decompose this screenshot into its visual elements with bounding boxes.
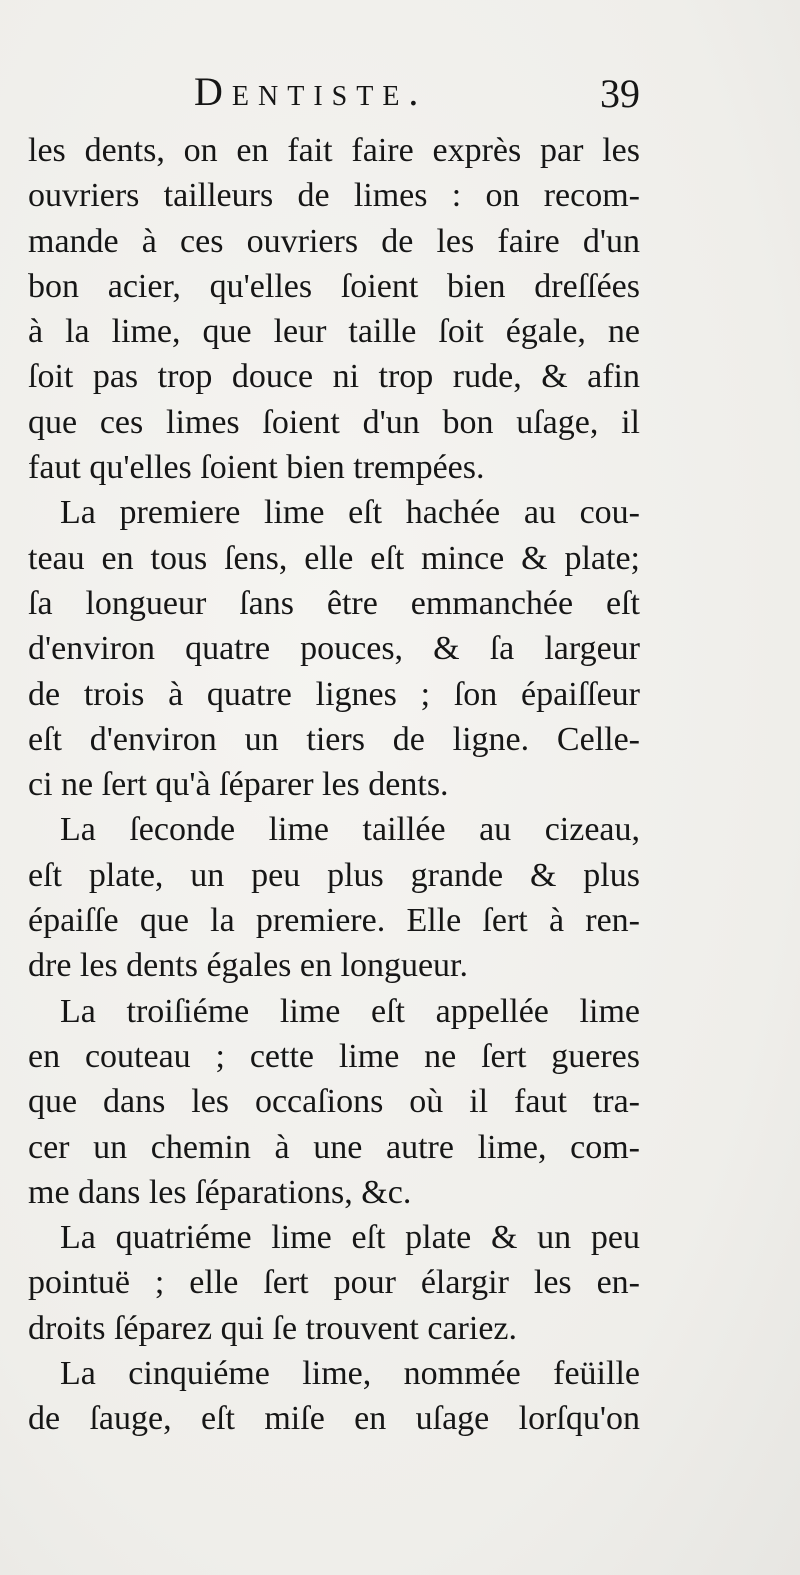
text-line: ouvriers tailleurs de limes : on recom- bbox=[28, 177, 640, 215]
text-line: me dans les ſéparations, &c. bbox=[28, 1173, 412, 1211]
text-line: bon acier, qu'elles ſoient bien dreſſées bbox=[28, 267, 640, 305]
text-line: épaiſſe que la premiere. Elle ſert à ren- bbox=[28, 902, 640, 940]
text-line: droits ſéparez qui ſe trouvent cariez. bbox=[28, 1309, 517, 1347]
text-line: eſt d'environ un tiers de ligne. Celle- bbox=[28, 720, 640, 758]
text-line: eſt plate, un peu plus grande & plus bbox=[28, 856, 640, 894]
text-line: cer un chemin à une autre lime, com- bbox=[28, 1128, 640, 1166]
text-line: La ſeconde lime taillée au cizeau, bbox=[60, 811, 640, 849]
text-line: que ces limes ſoient d'un bon uſage, il bbox=[28, 403, 640, 441]
text-line: pointuë ; elle ſert pour élargir les en- bbox=[28, 1264, 640, 1302]
text-line: faut qu'elles ſoient bien trempées. bbox=[28, 449, 485, 487]
text-line: ſoit pas trop douce ni trop rude, & afin bbox=[28, 358, 640, 396]
text-line: en couteau ; cette lime ne ſert gueres bbox=[28, 1037, 640, 1075]
text-line: La premiere lime eſt hachée au cou- bbox=[60, 494, 640, 532]
text-line: La quatriéme lime eſt plate & un peu bbox=[60, 1219, 640, 1257]
text-line: La troiſiéme lime eſt appellée lime bbox=[60, 992, 640, 1030]
text-line: de trois à quatre lignes ; ſon épaiſſeur bbox=[28, 675, 640, 713]
running-title: Dentiste. bbox=[194, 69, 428, 114]
text-line: de ſauge, eſt miſe en uſage lorſqu'on bbox=[28, 1400, 640, 1438]
text-line: d'environ quatre pouces, & ſa largeur bbox=[28, 630, 640, 668]
page-header bbox=[28, 64, 640, 124]
text-line: à la lime, que leur taille ſoit égale, ne bbox=[28, 313, 640, 351]
text-line: que dans les occaſions où il faut tra- bbox=[28, 1083, 640, 1121]
text-line: dre les dents égales en longueur. bbox=[28, 947, 468, 985]
page-number: 39 bbox=[600, 71, 640, 116]
text-line: les dents, on en fait faire exprès par les bbox=[28, 132, 640, 169]
text-line: teau en tous ſens, elle eſt mince & plate; bbox=[28, 539, 640, 577]
text-line: La cinquiéme lime, nommée feüille bbox=[60, 1355, 640, 1393]
text-line: ſa longueur ſans être emmanchée eſt bbox=[28, 584, 640, 622]
text-line: ci ne ſert qu'à ſéparer les dents. bbox=[28, 766, 449, 804]
text-line: mande à ces ouvriers de les faire d'un bbox=[28, 222, 640, 260]
body-text bbox=[28, 128, 640, 1442]
